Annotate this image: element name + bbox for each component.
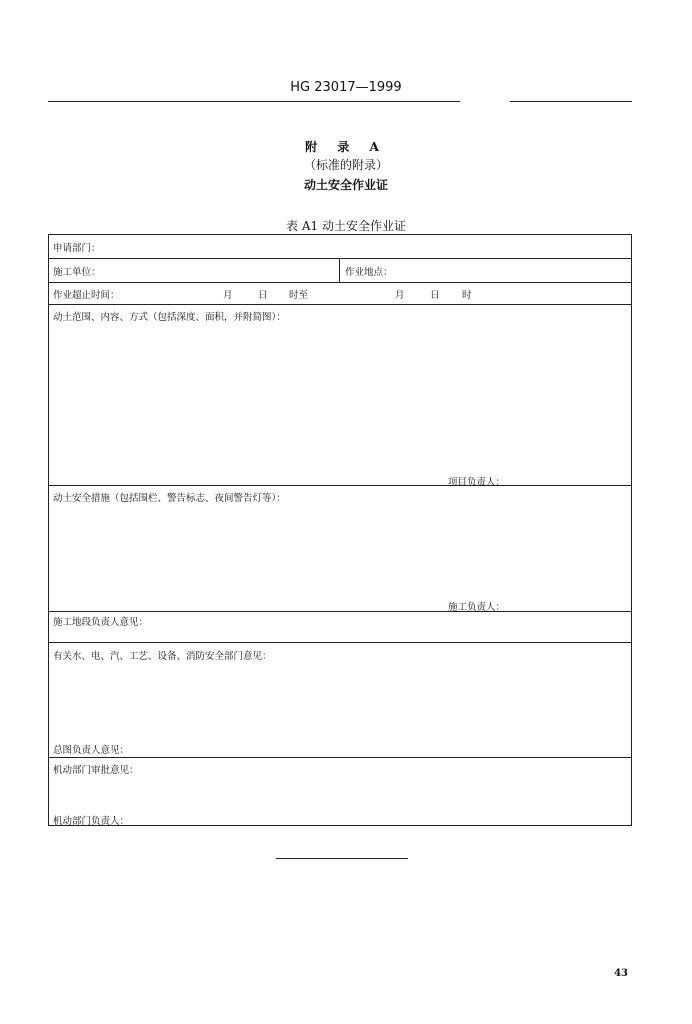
row-divider (48, 757, 631, 758)
dept-opinion-label: 有关水、电、汽、工艺、设备、消防安全部门意见： (53, 651, 272, 662)
page-number: 43 (614, 968, 628, 979)
standard-code: HG 23017—1999 (290, 80, 402, 95)
construction-leader-label: 施工负责人： (448, 602, 506, 613)
work-location-label: 作业地点： (345, 267, 393, 278)
work-time-hour-2: 时 (462, 290, 472, 301)
row-divider (48, 304, 631, 305)
general-map-opinion-label: 总图负责人意见： (53, 745, 130, 756)
table-border-top (48, 234, 631, 235)
appendix-subtitle: （标准的附录） (303, 158, 388, 172)
appendix-title: 附 录 A (305, 140, 387, 154)
project-leader-label: 项目负责人： (448, 477, 506, 488)
safety-measures-label: 动土安全措施（包括围栏、警告标志、夜间警告灯等）： (53, 493, 286, 504)
mobility-dept-opinion-label: 机动部门审批意见： (53, 765, 139, 776)
table-border-right (631, 234, 632, 826)
site-leader-opinion-label: 施工地段负责人意见： (53, 617, 149, 628)
work-time-hour-1: 时至 (289, 290, 309, 301)
work-time-label: 作业超止时间： (53, 290, 120, 301)
construction-unit-label: 施工单位： (53, 267, 101, 278)
work-time-day-2: 日 (430, 290, 440, 301)
work-time-month-1: 月 (223, 290, 233, 301)
appendix-name: 动土安全作业证 (303, 178, 388, 192)
table-border-left (48, 234, 49, 826)
row-divider (48, 611, 631, 612)
table-caption: 表 A1 动土安全作业证 (286, 219, 406, 233)
row-divider (48, 642, 631, 643)
applicant-dept-label: 申请部门： (53, 243, 101, 254)
work-time-month-2: 月 (395, 290, 405, 301)
header-rule-left (48, 101, 460, 102)
column-divider (339, 258, 340, 282)
mobility-dept-leader-label: 机动部门负责人： (53, 816, 130, 827)
scope-label: 动土范围、内容、方式（包括深度、面积，并附简图）： (53, 312, 286, 323)
row-divider (48, 282, 631, 283)
header-rule-right (510, 101, 632, 102)
row-divider (48, 485, 631, 486)
table-border-bottom (48, 825, 631, 826)
work-time-day-1: 日 (258, 290, 268, 301)
end-rule (276, 858, 408, 859)
